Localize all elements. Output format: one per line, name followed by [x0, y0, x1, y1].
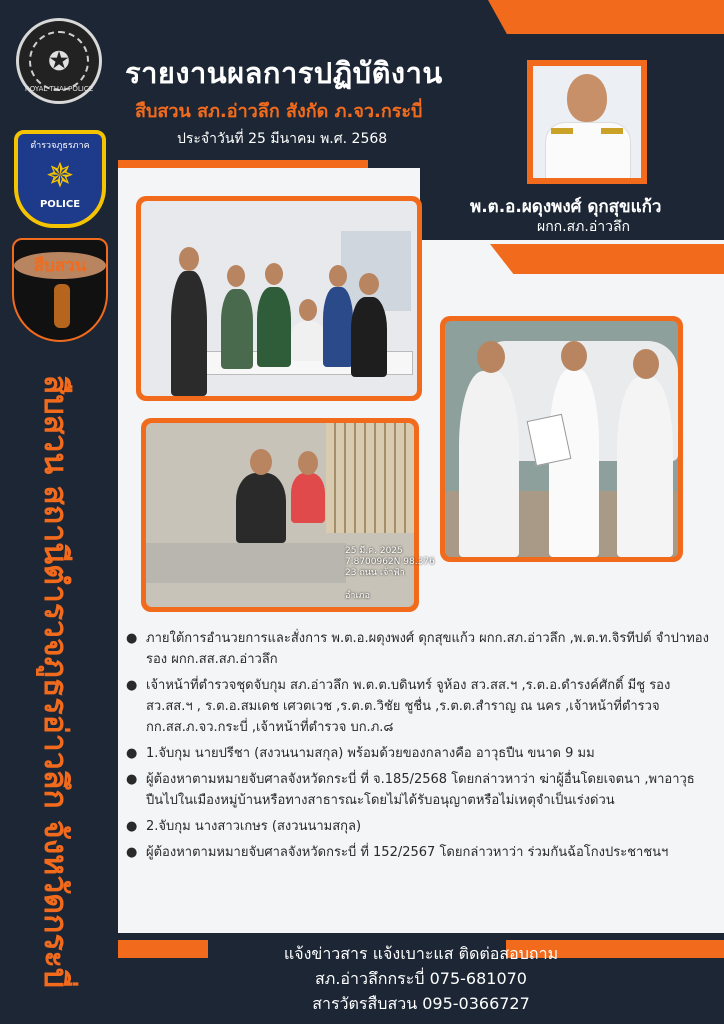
report-details-list: [124, 628, 714, 868]
photo-person-head: [329, 265, 347, 287]
photo-person: [617, 377, 673, 557]
photo-person-head: [633, 349, 659, 379]
photo-person: [291, 473, 325, 523]
photo-person-head: [179, 247, 199, 271]
photo-person-head: [299, 299, 317, 321]
document-handover-photo: [445, 321, 678, 557]
bullet-icon: ●: [126, 631, 138, 646]
photo-person: [351, 297, 387, 377]
footer-phone-inspector: สารวัตรสืบสวน 095-0366727: [312, 994, 530, 1013]
photo-person: [257, 287, 291, 367]
photo-person: [459, 371, 519, 557]
photo-stamp-footer: อำเภอ: [345, 591, 370, 601]
officer-title: ผกก.สภ.อ่าวลึก: [537, 219, 631, 235]
photo-person-head: [265, 263, 283, 285]
list-item-text: ภายใต้การอำนวยการและสั่งการ พ.ต.อ.ผดุงพงศ์ ดุกสุขแก้ว ผกก.สภ.อ่าวลึก ,พ.ต.ท.จิรทีปต์ จำปาทอง รอง ผกก.สส.สภ.อ่าวลึก: [146, 631, 709, 667]
photo-person: [236, 473, 286, 543]
police-badge-logo: [14, 130, 106, 228]
list-item: [124, 675, 714, 738]
photo-person: [291, 321, 325, 361]
page-subtitle: สืบสวน สภ.อ่าวลึก สังกัด ภ.จว.กระบี่: [135, 101, 423, 122]
portrait-epaulette-left: [551, 128, 573, 134]
royal-thai-police-logo: [16, 18, 102, 104]
contact-footer: [118, 940, 724, 1024]
bullet-icon: ●: [126, 746, 138, 761]
police-badge-text: POLICE: [39, 199, 81, 210]
list-item-text: ผู้ต้องหาตามหมายจับศาลจังหวัดกระบี่ ที่ 152/2567 โดยกล่าวหาว่า ร่วมกันฉ้อโกงประชาชนฯ: [146, 845, 669, 860]
officer-name: พ.ต.อ.ผดุงพงศ์ ดุกสุขแก้ว: [470, 197, 662, 217]
photo-timestamp: [345, 546, 435, 602]
list-item-text: ผู้ต้องหาตามหมายจับศาลจังหวัดกระบี่ ที่ จ.185/2568 โดยกล่าวหาว่า ฆ่าผู้อื่นโดยเจตนา ,พาอาวุธ ปืนไปในเมืองหมู่บ้านหรือทางสาธารณะโดยไม่ได้รับอนุญาตหรือไม่เหตุจำเป็นเร่งด่วน: [146, 772, 695, 808]
list-item-text: 1.จับกุม นายปรีชา (สงวนนามสกุล) พร้อมด้วยของกลางคือ อาวุธปืน ขนาด 9 มม: [146, 746, 595, 761]
portrait-face: [567, 74, 607, 122]
photo-person: [323, 287, 353, 367]
vertical-unit-title: [8, 375, 104, 989]
officer-portrait: [533, 66, 641, 178]
police-badge-top-text: ตำรวจภูธรภาค: [30, 141, 90, 151]
portrait-epaulette-right: [601, 128, 623, 134]
list-item-text: 2.จับกุม นางสาวเกษร (สงวนนามสกุล): [146, 819, 362, 834]
photo-bench: [146, 543, 346, 583]
photo-person-head: [227, 265, 245, 287]
list-item-text: เจ้าหน้าที่ตำรวจชุดจับกุม สภ.อ่าวลึก พ.ต.ต.บดินทร์ จูห้อง สว.สส.ฯ ,ร.ต.อ.ดำรงค์ศักดิ์ มีชู รอง สว.สส.ฯ , ร.ต.อ.สมเดช เศวตเวช ,ร.ต.ต.วิชัย ชูชื่น ,ร.ต.ต.สำราญ ณ นคร ,เจ้าหน้าที่ตำรวจ กก.สส.ภ.จว.กระบี่ ,เจ้าหน้าที่ตำรวจ บก.ภ.๘: [146, 678, 671, 735]
top-right-accent-bar: [488, 0, 724, 34]
photo-person-head: [477, 341, 505, 373]
detective-unit-logo: [12, 238, 108, 342]
panel-orange-stripe: [490, 244, 724, 274]
bullet-icon: ●: [126, 678, 138, 693]
photo-stamp-line: 7.8700962N 98.376: [345, 557, 435, 567]
royal-logo-text: ROYAL THAI POLICE: [24, 85, 94, 93]
photo-person-head: [250, 449, 272, 475]
star-icon: ✵: [45, 156, 75, 196]
photo-person-head: [561, 341, 587, 371]
footer-phone-station: สภ.อ่าวลึกกระบี่ 075-681070: [315, 969, 527, 988]
bullet-icon: ●: [126, 772, 138, 787]
group-arrest-photo: [141, 201, 417, 396]
list-item: [124, 743, 714, 764]
photo-bamboo-wall: [326, 423, 414, 533]
photo-person-head: [298, 451, 318, 475]
list-item: [124, 769, 714, 811]
photo-person-head: [359, 273, 379, 295]
report-date: ประจำวันที่ 25 มีนาคม พ.ศ. 2568: [177, 131, 388, 147]
detective-logo-text: สืบสวน: [14, 252, 106, 279]
photo-stamp-line: 23 ถนน เจ้าฟ้า: [345, 568, 405, 578]
footer-line: แจ้งข่าวสาร แจ้งเบาะแส ติดต่อสอบถาม: [283, 944, 559, 963]
photo-person: [549, 369, 599, 557]
vertical-unit-text: สืบสวน สถานีตำรวจภูธรอ่าวลึก จังหวัดกระบี่: [37, 375, 75, 989]
list-item: [124, 842, 714, 863]
photo-person: [171, 271, 207, 396]
page-title: รายงานผลการปฏิบัติงาน: [125, 56, 443, 90]
detective-figure-icon: [54, 284, 70, 328]
list-item: [124, 628, 714, 670]
list-item: [124, 816, 714, 837]
emblem-icon: ✪: [48, 47, 70, 77]
photo-stamp-line: 25 มี.ค. 2025: [345, 546, 403, 556]
bullet-icon: ●: [126, 845, 138, 860]
photo-person: [221, 289, 253, 369]
bullet-icon: ●: [126, 819, 138, 834]
